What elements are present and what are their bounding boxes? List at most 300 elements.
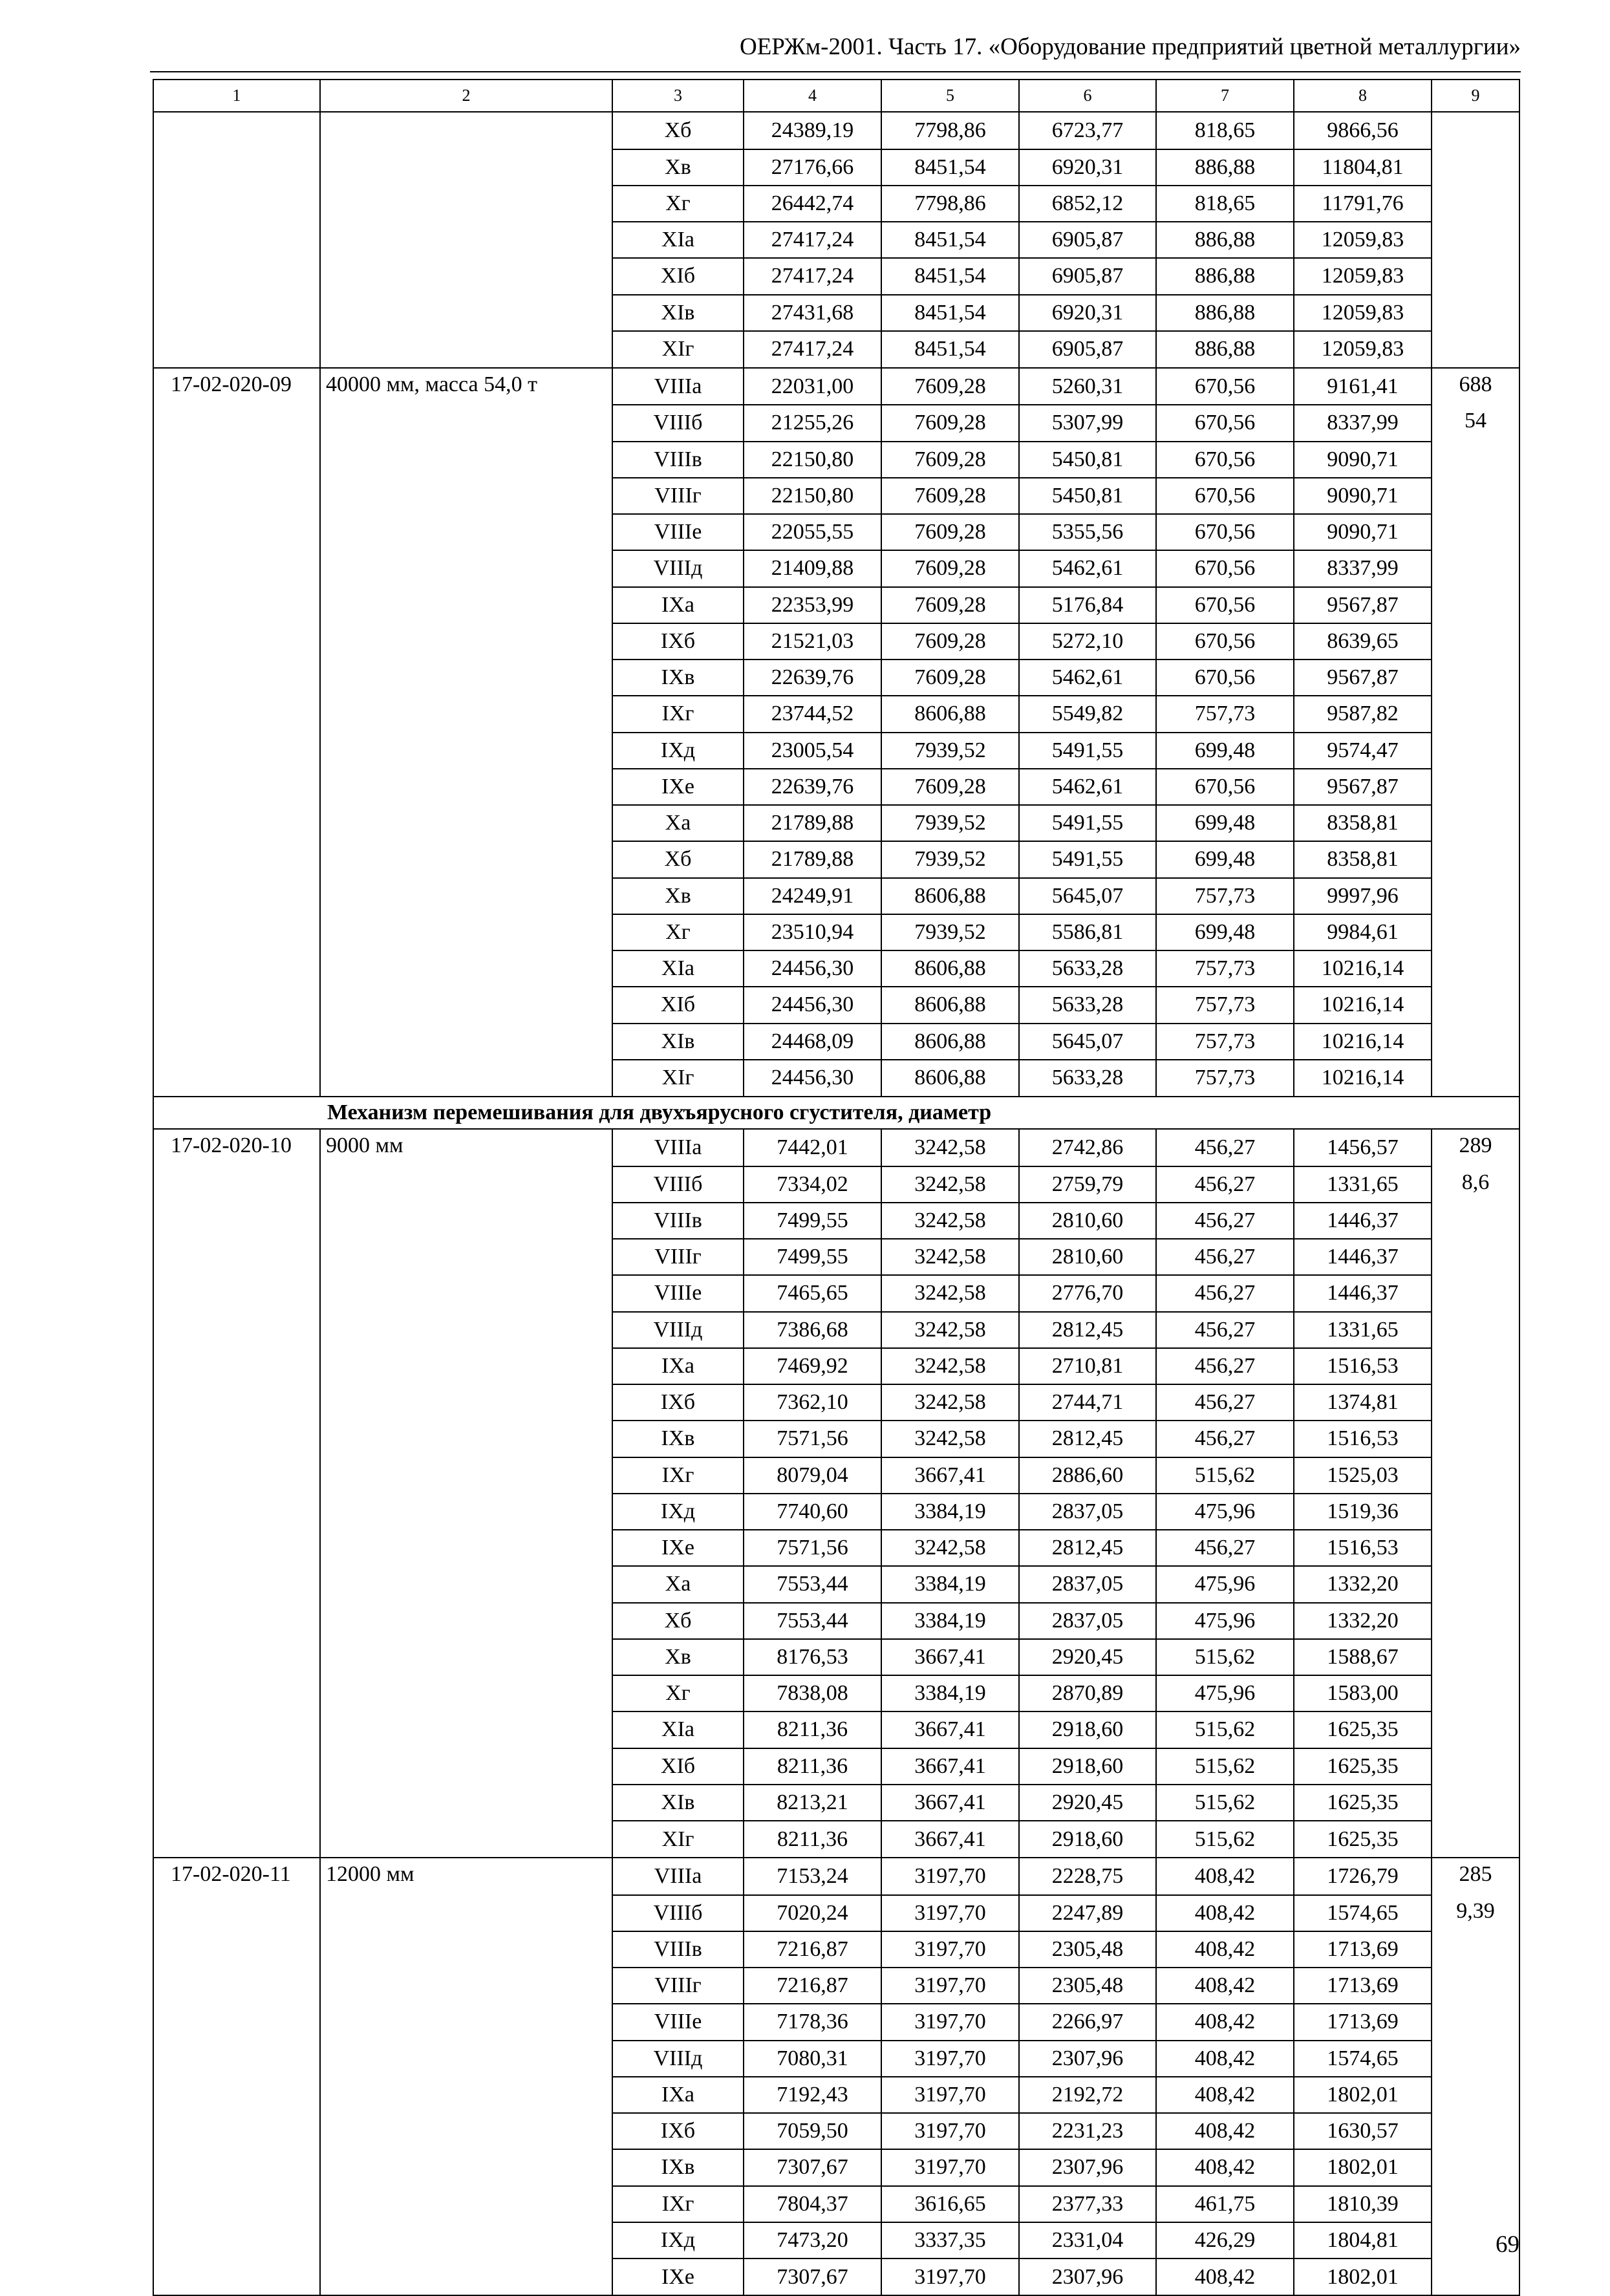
machines-cell: 2918,60 — [1019, 1748, 1156, 1785]
machinists-wages-cell: 757,73 — [1156, 878, 1294, 914]
empty-cell — [320, 950, 612, 987]
empty-cell — [320, 2149, 612, 2185]
empty-cell — [320, 878, 612, 914]
column-number-cell: 5 — [881, 80, 1019, 112]
total-cost-cell: 8211,36 — [744, 1711, 881, 1748]
wages-cell: 3242,58 — [881, 1530, 1019, 1566]
machinists-wages-cell: 456,27 — [1156, 1275, 1294, 1311]
empty-cell — [320, 841, 612, 877]
materials-cell: 1802,01 — [1294, 2258, 1432, 2295]
machinists-wages-cell: 408,42 — [1156, 2004, 1294, 2040]
empty-cell — [320, 550, 612, 586]
table-row — [153, 2258, 1519, 2295]
total-cost-cell: 7178,36 — [744, 2004, 881, 2040]
wages-cell: 3242,58 — [881, 1421, 1019, 1457]
table-row — [153, 1166, 1519, 1203]
materials-cell: 1574,65 — [1294, 1895, 1432, 1931]
zone-cell: VIIIг — [612, 478, 744, 514]
empty-cell — [320, 1060, 612, 1097]
wages-cell: 7798,86 — [881, 186, 1019, 222]
empty-cell — [153, 623, 320, 660]
table-row — [153, 950, 1519, 987]
column-number-cell: 2 — [320, 80, 612, 112]
wages-cell: 7609,28 — [881, 514, 1019, 550]
total-cost-cell: 22150,80 — [744, 478, 881, 514]
table-row — [153, 878, 1519, 914]
empty-cell — [320, 1312, 612, 1348]
running-header: ОЕРЖм-2001. Часть 17. «Оборудование предприятий цветной металлургии» — [739, 34, 1521, 60]
machines-cell: 5586,81 — [1019, 914, 1156, 950]
table-row — [153, 331, 1519, 368]
wages-cell: 8606,88 — [881, 878, 1019, 914]
empty-cell — [153, 1931, 320, 1968]
zone-cell: IXд — [612, 733, 744, 769]
zone-cell: XIг — [612, 1821, 744, 1858]
zone-cell: Xг — [612, 1675, 744, 1711]
wages-cell: 8451,54 — [881, 258, 1019, 294]
empty-cell — [320, 1603, 612, 1639]
table-row — [153, 295, 1519, 331]
empty-cell — [1432, 514, 1519, 550]
wages-cell: 7609,28 — [881, 550, 1019, 586]
table-row — [153, 1566, 1519, 1602]
zone-cell: Xа — [612, 805, 744, 841]
machines-cell: 2920,45 — [1019, 1785, 1156, 1821]
machines-cell: 5633,28 — [1019, 950, 1156, 987]
empty-cell — [153, 733, 320, 769]
zone-cell: IXв — [612, 1421, 744, 1457]
machinists-wages-cell: 757,73 — [1156, 987, 1294, 1023]
machines-cell: 2810,60 — [1019, 1203, 1156, 1239]
wages-cell: 7609,28 — [881, 478, 1019, 514]
empty-cell — [1432, 1239, 1519, 1275]
empty-cell — [153, 878, 320, 914]
table-row — [153, 733, 1519, 769]
total-cost-cell: 27431,68 — [744, 295, 881, 331]
empty-cell — [153, 1821, 320, 1858]
wages-cell: 3197,70 — [881, 2077, 1019, 2113]
empty-cell — [320, 1675, 612, 1711]
table-row — [153, 2186, 1519, 2222]
machines-cell: 5462,61 — [1019, 769, 1156, 805]
materials-cell: 1625,35 — [1294, 1785, 1432, 1821]
table-row — [153, 1129, 1519, 1166]
wages-cell: 8451,54 — [881, 331, 1019, 368]
empty-cell — [1432, 1566, 1519, 1602]
machines-cell: 5307,99 — [1019, 405, 1156, 441]
mass-value: 9,39 — [1432, 1895, 1519, 1931]
empty-cell — [153, 1421, 320, 1457]
empty-cell — [1432, 1785, 1519, 1821]
empty-cell — [1432, 1748, 1519, 1785]
empty-cell — [153, 2258, 320, 2295]
materials-cell: 10216,14 — [1294, 1060, 1432, 1097]
page-number: 69 — [1496, 2231, 1519, 2258]
empty-cell — [320, 1821, 612, 1858]
total-cost-cell: 23744,52 — [744, 696, 881, 732]
empty-cell — [1432, 1024, 1519, 1060]
empty-cell — [1432, 914, 1519, 950]
zone-cell: IXд — [612, 2222, 744, 2258]
wages-cell: 3197,70 — [881, 1858, 1019, 1894]
empty-cell — [320, 587, 612, 623]
zone-cell: VIIIа — [612, 368, 744, 405]
wages-cell: 3667,41 — [881, 1457, 1019, 1494]
empty-cell — [153, 442, 320, 478]
total-cost-cell: 24456,30 — [744, 987, 881, 1023]
empty-cell — [153, 1457, 320, 1494]
total-cost-cell: 27417,24 — [744, 331, 881, 368]
total-cost-cell: 22031,00 — [744, 368, 881, 405]
zone-cell: IXе — [612, 2258, 744, 2295]
machines-cell: 5355,56 — [1019, 514, 1156, 550]
wages-cell: 3384,19 — [881, 1494, 1019, 1530]
materials-cell: 9984,61 — [1294, 914, 1432, 950]
empty-cell — [320, 2222, 612, 2258]
machinists-wages-cell: 670,56 — [1156, 769, 1294, 805]
zone-cell: XIг — [612, 1060, 744, 1097]
empty-cell — [1432, 295, 1519, 331]
zone-cell: VIIIд — [612, 550, 744, 586]
empty-cell — [153, 2113, 320, 2149]
table-row — [153, 1603, 1519, 1639]
materials-cell: 12059,83 — [1294, 258, 1432, 294]
machinists-wages-cell: 408,42 — [1156, 1931, 1294, 1968]
total-cost-cell: 23005,54 — [744, 733, 881, 769]
machinists-wages-cell: 408,42 — [1156, 2149, 1294, 2185]
table-row — [153, 1931, 1519, 1968]
zone-cell: VIIIб — [612, 1166, 744, 1203]
empty-cell — [153, 1566, 320, 1602]
materials-cell: 8358,81 — [1294, 841, 1432, 877]
machines-cell: 2377,33 — [1019, 2186, 1156, 2222]
empty-cell — [1432, 987, 1519, 1023]
empty-cell — [153, 478, 320, 514]
mass-value: 54 — [1432, 405, 1519, 441]
total-cost-cell: 7469,92 — [744, 1348, 881, 1384]
empty-cell — [1432, 1457, 1519, 1494]
machinists-wages-cell: 699,48 — [1156, 805, 1294, 841]
machines-cell: 6905,87 — [1019, 331, 1156, 368]
wages-cell: 3384,19 — [881, 1603, 1019, 1639]
materials-cell: 9567,87 — [1294, 587, 1432, 623]
materials-cell: 1630,57 — [1294, 2113, 1432, 2149]
materials-cell: 1804,81 — [1294, 2222, 1432, 2258]
machinists-wages-cell: 515,62 — [1156, 1785, 1294, 1821]
wages-cell: 3197,70 — [881, 1968, 1019, 2004]
empty-cell — [320, 514, 612, 550]
zone-cell: IXа — [612, 2077, 744, 2113]
wages-cell: 7609,28 — [881, 368, 1019, 405]
empty-cell — [153, 1895, 320, 1931]
total-cost-cell: 7192,43 — [744, 2077, 881, 2113]
wages-cell: 3667,41 — [881, 1711, 1019, 1748]
machinists-wages-cell: 461,75 — [1156, 2186, 1294, 2222]
machinists-wages-cell: 670,56 — [1156, 623, 1294, 660]
table-row — [153, 696, 1519, 732]
empty-cell — [1432, 1639, 1519, 1675]
empty-cell — [1432, 112, 1519, 149]
empty-cell — [153, 587, 320, 623]
table-row — [153, 112, 1519, 149]
empty-cell — [320, 478, 612, 514]
machines-cell: 5633,28 — [1019, 987, 1156, 1023]
machines-cell: 6920,31 — [1019, 149, 1156, 186]
total-cost-cell: 7740,60 — [744, 1494, 881, 1530]
rate-description: 9000 мм — [320, 1129, 612, 1166]
empty-cell — [153, 186, 320, 222]
machinists-wages-cell: 670,56 — [1156, 514, 1294, 550]
machinists-wages-cell: 886,88 — [1156, 222, 1294, 258]
empty-cell — [320, 623, 612, 660]
wages-cell: 7609,28 — [881, 660, 1019, 696]
machinists-wages-cell: 456,27 — [1156, 1348, 1294, 1384]
wages-cell: 8606,88 — [881, 987, 1019, 1023]
wages-cell: 3667,41 — [881, 1821, 1019, 1858]
empty-cell — [320, 1275, 612, 1311]
total-cost-cell: 7362,10 — [744, 1384, 881, 1421]
empty-cell — [320, 1457, 612, 1494]
rate-description: 40000 мм, масса 54,0 т — [320, 368, 612, 405]
materials-cell: 12059,83 — [1294, 295, 1432, 331]
machinists-wages-cell: 475,96 — [1156, 1675, 1294, 1711]
materials-cell: 1713,69 — [1294, 1931, 1432, 1968]
empty-cell — [1432, 2041, 1519, 2077]
wages-cell: 8606,88 — [881, 696, 1019, 732]
empty-cell — [320, 1931, 612, 1968]
table-body — [153, 80, 1519, 2295]
total-cost-cell: 8176,53 — [744, 1639, 881, 1675]
wages-cell: 8606,88 — [881, 1060, 1019, 1097]
materials-cell: 1713,69 — [1294, 2004, 1432, 2040]
materials-cell: 1802,01 — [1294, 2149, 1432, 2185]
empty-cell — [153, 1203, 320, 1239]
empty-cell — [153, 696, 320, 732]
empty-cell — [153, 149, 320, 186]
machines-cell: 6905,87 — [1019, 258, 1156, 294]
machinists-wages-cell: 408,42 — [1156, 1895, 1294, 1931]
empty-cell — [320, 1711, 612, 1748]
zone-cell: IXв — [612, 660, 744, 696]
empty-cell — [320, 1748, 612, 1785]
empty-cell — [320, 2004, 612, 2040]
column-number-cell: 1 — [153, 80, 320, 112]
empty-cell — [1432, 2113, 1519, 2149]
wages-cell: 7609,28 — [881, 623, 1019, 660]
empty-cell — [320, 1384, 612, 1421]
zone-cell: VIIIб — [612, 1895, 744, 1931]
total-cost-cell: 7465,65 — [744, 1275, 881, 1311]
empty-cell — [320, 696, 612, 732]
total-cost-cell: 7804,37 — [744, 2186, 881, 2222]
machines-cell: 2228,75 — [1019, 1858, 1156, 1894]
materials-cell: 10216,14 — [1294, 987, 1432, 1023]
total-cost-cell: 22639,76 — [744, 660, 881, 696]
zone-cell: VIIIв — [612, 1203, 744, 1239]
wages-cell: 3242,58 — [881, 1239, 1019, 1275]
zone-cell: XIв — [612, 295, 744, 331]
zone-cell: IXе — [612, 769, 744, 805]
materials-cell: 1332,20 — [1294, 1566, 1432, 1602]
machinists-wages-cell: 670,56 — [1156, 550, 1294, 586]
empty-cell — [153, 2077, 320, 2113]
table-row — [153, 1895, 1519, 1931]
machinists-wages-cell: 475,96 — [1156, 1566, 1294, 1602]
materials-cell: 10216,14 — [1294, 1024, 1432, 1060]
empty-cell — [1432, 186, 1519, 222]
wages-cell: 3197,70 — [881, 1895, 1019, 1931]
zone-cell: Xг — [612, 186, 744, 222]
total-cost-cell: 22150,80 — [744, 442, 881, 478]
wages-cell: 3667,41 — [881, 1748, 1019, 1785]
machines-cell: 2920,45 — [1019, 1639, 1156, 1675]
empty-cell — [320, 1968, 612, 2004]
mass-value: 8,6 — [1432, 1166, 1519, 1203]
empty-cell — [153, 1603, 320, 1639]
table-row — [153, 1530, 1519, 1566]
empty-cell — [153, 331, 320, 368]
table-row — [153, 1821, 1519, 1858]
table-row — [153, 1968, 1519, 2004]
empty-cell — [153, 1384, 320, 1421]
machines-cell: 2742,86 — [1019, 1129, 1156, 1166]
machines-cell: 5549,82 — [1019, 696, 1156, 732]
column-number-cell: 7 — [1156, 80, 1294, 112]
zone-cell: XIб — [612, 987, 744, 1023]
empty-cell — [1432, 805, 1519, 841]
machines-cell: 2759,79 — [1019, 1166, 1156, 1203]
machinists-wages-cell: 515,62 — [1156, 1711, 1294, 1748]
empty-cell — [320, 660, 612, 696]
total-cost-cell: 24249,91 — [744, 878, 881, 914]
machinists-wages-cell: 456,27 — [1156, 1129, 1294, 1166]
wages-cell: 3242,58 — [881, 1275, 1019, 1311]
empty-cell — [1432, 733, 1519, 769]
wages-cell: 8606,88 — [881, 950, 1019, 987]
empty-cell — [1432, 623, 1519, 660]
zone-cell: XIб — [612, 1748, 744, 1785]
machines-cell: 2837,05 — [1019, 1603, 1156, 1639]
total-cost-cell: 22055,55 — [744, 514, 881, 550]
machinists-wages-cell: 699,48 — [1156, 841, 1294, 877]
empty-cell — [153, 1639, 320, 1675]
zone-cell: Xа — [612, 1566, 744, 1602]
wages-cell: 8451,54 — [881, 149, 1019, 186]
materials-cell: 9567,87 — [1294, 660, 1432, 696]
empty-cell — [320, 2077, 612, 2113]
empty-cell — [1432, 841, 1519, 877]
empty-cell — [153, 805, 320, 841]
zone-cell: IXа — [612, 587, 744, 623]
wages-cell: 3197,70 — [881, 2258, 1019, 2295]
machinists-wages-cell: 408,42 — [1156, 2077, 1294, 2113]
empty-cell — [1432, 1494, 1519, 1530]
table-row — [153, 2222, 1519, 2258]
machinists-wages-cell: 757,73 — [1156, 696, 1294, 732]
wages-cell: 3616,65 — [881, 2186, 1019, 2222]
materials-cell: 1446,37 — [1294, 1203, 1432, 1239]
materials-cell: 9587,82 — [1294, 696, 1432, 732]
machinists-wages-cell: 515,62 — [1156, 1821, 1294, 1858]
materials-cell: 1446,37 — [1294, 1275, 1432, 1311]
machines-cell: 2305,48 — [1019, 1968, 1156, 2004]
empty-cell — [1432, 1603, 1519, 1639]
zone-cell: Xб — [612, 841, 744, 877]
total-cost-cell: 21255,26 — [744, 405, 881, 441]
machinists-wages-cell: 886,88 — [1156, 258, 1294, 294]
zone-cell: VIIIа — [612, 1129, 744, 1166]
zone-cell: Xг — [612, 914, 744, 950]
empty-cell — [153, 1675, 320, 1711]
empty-cell — [1432, 587, 1519, 623]
empty-cell — [1432, 878, 1519, 914]
machines-cell: 6723,77 — [1019, 112, 1156, 149]
materials-cell: 1713,69 — [1294, 1968, 1432, 2004]
total-cost-cell: 22639,76 — [744, 769, 881, 805]
zone-cell: IXг — [612, 1457, 744, 1494]
table-row — [153, 478, 1519, 514]
section-heading: Механизм перемешивания для двухъярусного сгустителя, диаметр — [153, 1097, 1519, 1129]
zone-cell: Xв — [612, 878, 744, 914]
empty-cell — [320, 2113, 612, 2149]
machinists-wages-cell: 456,27 — [1156, 1421, 1294, 1457]
table-row — [153, 1060, 1519, 1097]
empty-cell — [153, 2186, 320, 2222]
zone-cell: XIа — [612, 222, 744, 258]
empty-cell — [320, 1785, 612, 1821]
materials-cell: 1331,65 — [1294, 1312, 1432, 1348]
machinists-wages-cell: 670,56 — [1156, 368, 1294, 405]
machinists-wages-cell: 456,27 — [1156, 1203, 1294, 1239]
total-cost-cell: 7499,55 — [744, 1203, 881, 1239]
machinists-wages-cell: 408,42 — [1156, 1968, 1294, 2004]
machinists-wages-cell: 475,96 — [1156, 1494, 1294, 1530]
zone-cell: IXб — [612, 623, 744, 660]
total-cost-cell: 21789,88 — [744, 805, 881, 841]
machines-cell: 2307,96 — [1019, 2258, 1156, 2295]
empty-cell — [1432, 950, 1519, 987]
empty-cell — [153, 1711, 320, 1748]
wages-cell: 3667,41 — [881, 1785, 1019, 1821]
zone-cell: VIIIг — [612, 1239, 744, 1275]
table-row — [153, 587, 1519, 623]
empty-cell — [153, 1968, 320, 2004]
machinists-wages-cell: 426,29 — [1156, 2222, 1294, 2258]
materials-cell: 9866,56 — [1294, 112, 1432, 149]
empty-cell — [153, 841, 320, 877]
total-cost-cell: 21789,88 — [744, 841, 881, 877]
table-row — [153, 1457, 1519, 1494]
empty-cell — [153, 1166, 320, 1203]
table-row — [153, 514, 1519, 550]
materials-cell: 1519,36 — [1294, 1494, 1432, 1530]
zone-cell: VIIIе — [612, 1275, 744, 1311]
total-cost-cell: 26442,74 — [744, 186, 881, 222]
empty-cell — [320, 1421, 612, 1457]
zone-cell: XIг — [612, 331, 744, 368]
machines-cell: 2918,60 — [1019, 1821, 1156, 1858]
machines-cell: 2266,97 — [1019, 2004, 1156, 2040]
machines-cell: 2247,89 — [1019, 1895, 1156, 1931]
table-row — [153, 914, 1519, 950]
wages-cell: 7609,28 — [881, 769, 1019, 805]
machines-cell: 2710,81 — [1019, 1348, 1156, 1384]
empty-cell — [153, 660, 320, 696]
empty-cell — [320, 222, 612, 258]
table-row — [153, 222, 1519, 258]
empty-cell — [1432, 1060, 1519, 1097]
zone-cell: IXг — [612, 2186, 744, 2222]
